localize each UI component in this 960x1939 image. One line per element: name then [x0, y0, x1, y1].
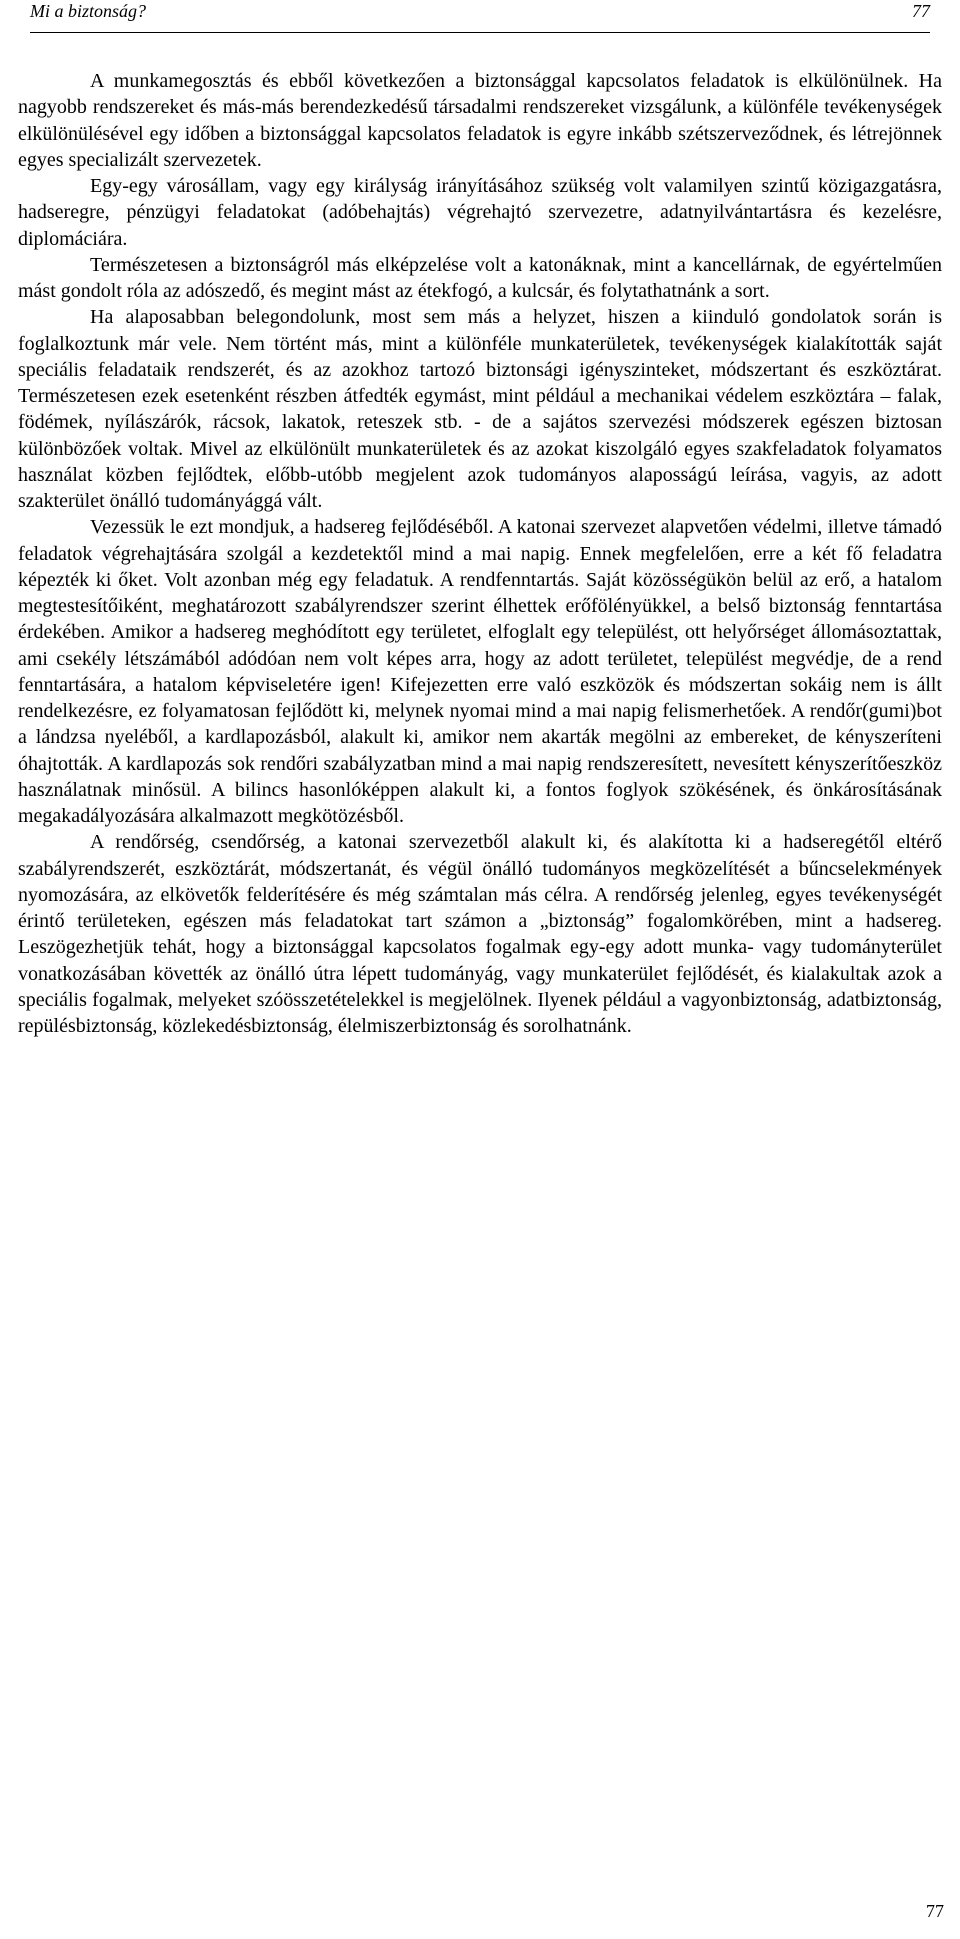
paragraph: Egy-egy városállam, vagy egy királyság irányításához szükség volt valamilyen szintű közigazgatásra, hadseregre, pénzügyi feladatokat (adóbehajtás) végrehajtó szervezetre, adatnyilvántartásra és kezelésre, diplomáciára.	[18, 175, 942, 250]
body-text	[18, 68, 942, 1039]
paragraph: Természetesen a biztonságról más elképzelése volt a katonáknak, mint a kancellárnak, de egyértelműen mást gondolt róla az adószedő, és megint mást az étekfogó, a kulcsár, és folytathatnánk a sort.	[18, 253, 942, 302]
page-header	[30, 0, 930, 33]
footer-page-number: 77	[926, 1901, 944, 1921]
paragraph: A munkamegosztás és ebből következően a biztonsággal kapcsolatos feladatok is elkülönülnek. Ha nagyobb rendszereket és más-más berendezkedésű társadalmi rendszereket vizsgálunk, a különféle tevékenységek elkülönülésével egy időben a biztonsággal kapcsolatos feladatok is egyre inkább szétszerveződnek, és létrejönnek egyes specializált szervezetek.	[18, 70, 942, 171]
paragraph: Vezessük le ezt mondjuk, a hadsereg fejlődéséből. A katonai szervezet alapvetően védelmi, illetve támadó feladatok végrehajtására szolgál a kezdetektől mind a mai napig. Ennek megfelelően, erre a két fő feladatra képezték ki őket. Volt azonban még egy feladatuk. A rendfenntartás. Saját közösségükön belül az erő, a hatalom megtestesítőiként, meghatározott szabályrendszer szerint élhettek erőfölényükkel, a belső biztonság fenntartása érdekében. Amikor a hadsereg meghódított egy területet, elfoglalt egy települést, ott helyőrséget állomásoztattak, ami csekély létszámából adódóan nem volt képes arra, hogy az adott területet, települést megvédje, de a rend fenntartására, a hatalom képviseletére igen! Kifejezetten erre való eszközök és módszertan sokáig nem is állt rendelkezésre, ez folyamatosan fejlődött ki, melynek nyomai mind a mai napig felismerhetőek. A rendőr(gumi)bot a lándzsa nyeléből, a kardlapozásból, alakult ki, amikor nem akarták megölni az embereket, de kényszeríteni óhajtották. A kardlapozás sok rendőri szabályzatban mind a mai napig rendszeresített, nevesített kényszerítőeszköz használatnak minősül. A bilincs hasonlóképpen alakult ki, a fontos foglyok szökésének, és önkárosításának megakadályozására alkalmazott megkötözésből.	[18, 516, 942, 827]
running-title: Mi a biztonság?	[30, 1, 147, 21]
paragraph: Ha alaposabban belegondolunk, most sem más a helyzet, hiszen a kiinduló gondolatok során is foglalkoztunk már vele. Nem történt más, mint a különféle munkaterületek, tevékenységek kialakították saját speciális feladataik rendszerét, és az azokhoz tartozó biztonsági igényszinteket, módszertant és eszköztárat. Természetesen ezek esetenként részben átfedték egymást, mint például a mechanikai védelem eszköztára – falak, födémek, nyílászárók, rácsok, lakatok, reteszek stb. - de a sajátos szervezési módszerek egészen biztosan különbözőek voltak. Mivel az elkülönült munkaterületek és az azokat kiszolgáló egyes szakfeladatok folyamatos használat közben fejlődtek, előbb-utóbb megjelent azok tudományos alaposságú leírása, vagyis, az adott szakterület önálló tudományággá vált.	[18, 306, 942, 512]
header-page-number: 77	[912, 1, 930, 21]
paragraph: A rendőrség, csendőrség, a katonai szervezetből alakult ki, és alakította ki a hadseregétől eltérő szabályrendszerét, eszköztárát, módszertanát, és végül önálló tudományos megközelítését a bűncselekmények nyomozására, az elkövetők felderítésére és még számtalan más célra. A rendőrség jelenleg, egyes tevékenységét érintő területeken, egészen más feladatokat tart számon a „biztonság” fogalomkörében, mint a hadsereg. Leszögezhetjük tehát, hogy a biztonsággal kapcsolatos fogalmak egy-egy adott munka- vagy tudományterület vonatkozásában követték az önálló útra lépett tudományág, vagy munkaterület fejlődését, és kialakultak azok a speciális fogalmak, melyeket szóösszetételekkel is megjelölnek. Ilyenek például a vagyonbiztonság, adatbiztonság, repülésbiztonság, közlekedésbiztonság, élelmiszerbiztonság és sorolhatnánk.	[18, 831, 942, 1037]
